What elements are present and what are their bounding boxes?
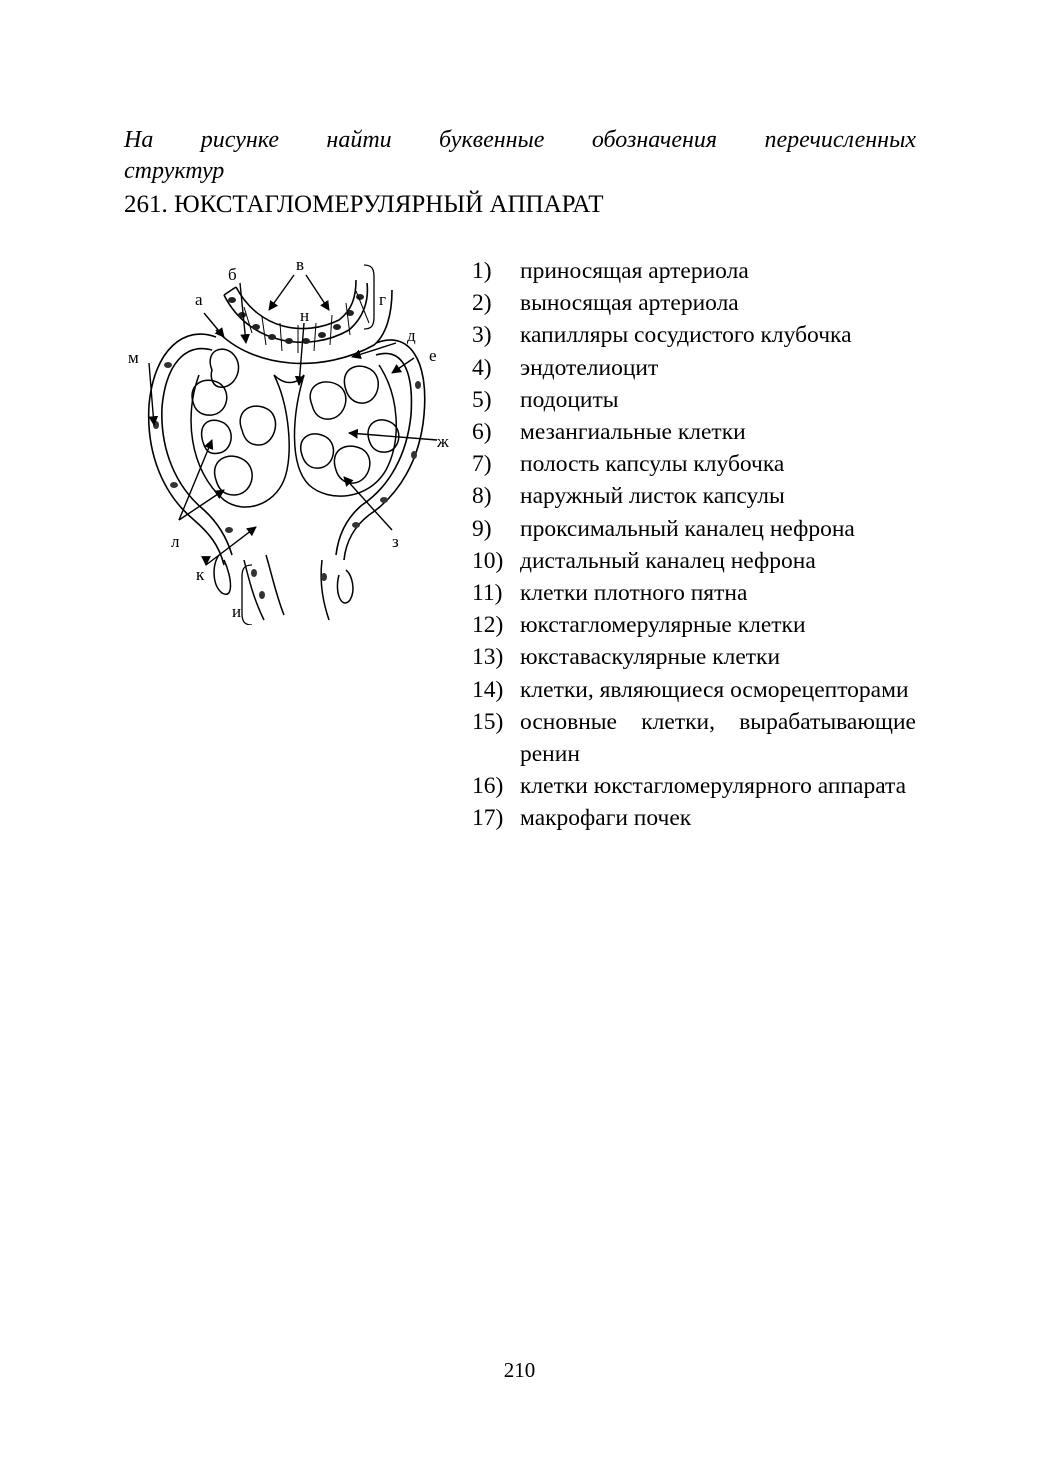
instruction-line-2: структур [124, 158, 225, 184]
juxtaglomerular-apparatus-figure [124, 255, 459, 625]
item-text: клетки, являющиеся осморецепторами [520, 676, 909, 703]
label-i: и [232, 602, 242, 621]
item-number: 8) [472, 483, 492, 510]
item-number: 16) [472, 773, 504, 800]
list-item [472, 384, 916, 416]
item-number: 9) [472, 515, 492, 542]
list-item [472, 674, 916, 706]
item-number: 14) [472, 676, 504, 703]
item-number: 2) [472, 290, 492, 317]
capsule-outer-layer [149, 334, 425, 565]
item-text: полость капсулы клубочка [520, 451, 785, 478]
label-z: з [392, 532, 399, 551]
item-number: 4) [472, 354, 492, 381]
list-item [472, 416, 916, 448]
label-e: е [429, 346, 437, 365]
list-item [472, 609, 916, 641]
page-number: 210 [503, 1358, 536, 1382]
list-item [472, 706, 916, 770]
list-item [472, 255, 916, 287]
list-item [472, 448, 916, 480]
bracket-g [364, 265, 374, 329]
item-text: эндотелиоцит [520, 354, 659, 381]
item-text: выносящая артериола [520, 290, 739, 317]
list-item [472, 577, 916, 609]
item-text: основные клетки, вырабатывающие ренин [520, 708, 916, 768]
instruction-text [124, 125, 916, 187]
item-text: клетки юкстагломерулярного аппарата [520, 773, 907, 800]
item-number: 1) [472, 258, 492, 284]
item-text: мезангиальные клетки [520, 419, 746, 446]
list-item [472, 545, 916, 577]
item-text: подоциты [520, 386, 619, 413]
label-m: м [128, 348, 139, 367]
label-k: к [196, 565, 205, 584]
item-text: клетки плотного пятна [520, 580, 748, 607]
item-text: наружный листок капсулы [520, 483, 785, 510]
label-v: в [296, 255, 305, 274]
label-zh: ж [437, 432, 449, 451]
structure-list [472, 255, 916, 835]
item-number: 13) [472, 644, 504, 671]
capillary-loops [191, 349, 399, 507]
item-text: макрофаги почек [520, 805, 692, 832]
item-text: капилляры сосудистого клубочка [520, 322, 852, 349]
item-text: проксимальный каналец нефрона [520, 515, 855, 542]
list-item [472, 352, 916, 384]
item-text: приносящая артериола [520, 258, 749, 284]
list-item [472, 480, 916, 512]
item-number: 12) [472, 612, 504, 639]
label-n: н [300, 306, 310, 325]
section-heading: 261. ЮКСТАГЛОМЕРУЛЯРНЫЙ АППАРАТ [124, 191, 604, 218]
list-item [472, 287, 916, 319]
list-item [472, 641, 916, 673]
label-a: а [195, 290, 203, 309]
label-g: г [379, 290, 386, 309]
item-number: 6) [472, 419, 492, 446]
list-item [472, 770, 916, 802]
label-b: б [228, 265, 237, 284]
label-l: л [171, 532, 180, 551]
instruction-line-1: На рисунке найти буквенные обозначения перечисленных [124, 127, 916, 153]
item-text: юкстагломерулярные клетки [520, 612, 806, 639]
item-number: 3) [472, 322, 492, 349]
item-number: 17) [472, 805, 504, 832]
label-d: д [407, 326, 416, 345]
list-item [472, 802, 916, 834]
item-number: 15) [472, 708, 504, 735]
item-text: юкставаскулярные клетки [520, 644, 781, 671]
histology-drawing [124, 255, 459, 625]
item-number: 11) [472, 580, 503, 607]
item-number: 7) [472, 451, 492, 478]
list-item [472, 513, 916, 545]
pointer-arrows [149, 275, 437, 565]
item-number: 5) [472, 386, 492, 413]
item-text: дистальный каналец нефрона [520, 547, 816, 574]
list-item [472, 319, 916, 351]
item-number: 10) [472, 547, 504, 574]
